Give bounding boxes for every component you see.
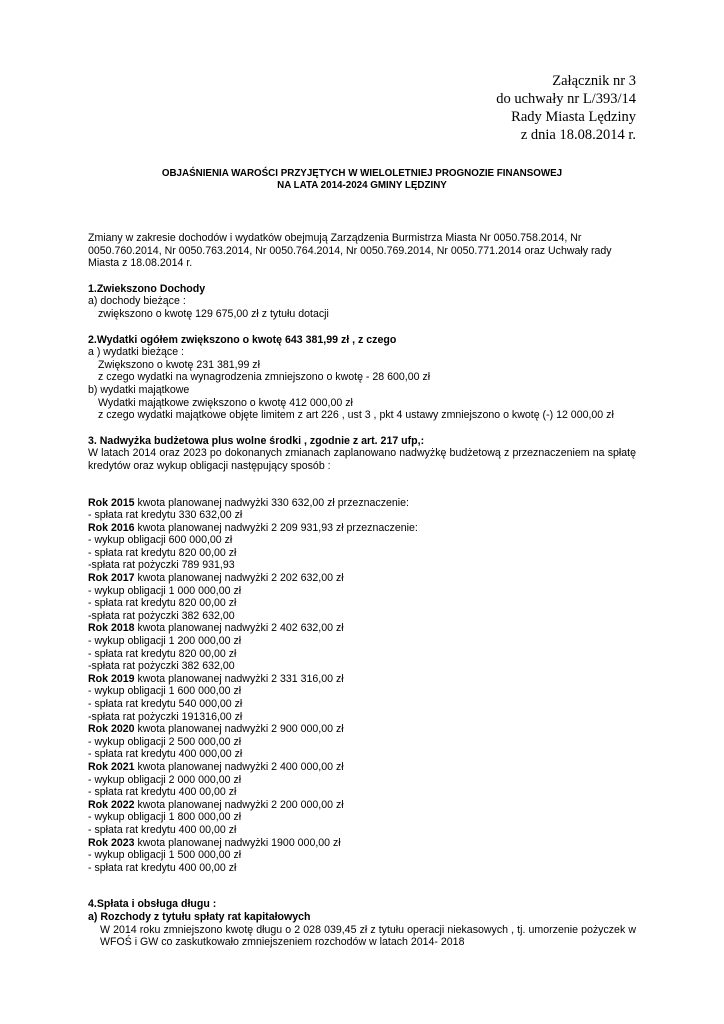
surplus-year-line [88,837,636,850]
section-2-item-b-detail-2: z czego wydatki majątkowe objęte limitem z art 226 , ust 3 , pkt 4 ustawy zmniejszono o kwotę (-) 12 000,00 zł [98,409,614,422]
title-line-1: OBJAŚNIENIA WAROŚCI PRZYJĘTYCH W WIELOLETNIEJ PROGNOZIE FINANSOWEJ [161,168,563,179]
section-2-item-a: a ) wydatki bieżące : [88,346,184,359]
section-expenditure [88,334,636,422]
surplus-year-label: Rok 2023 [88,836,135,849]
surplus-year-line [88,622,636,635]
surplus-allocation-item: - spłata rat kredytu 400 00,00 zł [88,861,237,874]
surplus-year-label: Rok 2022 [88,798,135,811]
surplus-year-line [88,723,636,736]
attachment-number: Załącznik nr 3 [552,73,636,89]
surplus-year-line [88,673,636,686]
section-debt [88,898,636,948]
document-title [88,168,636,192]
surplus-year-block [88,723,636,761]
surplus-allocation-item: - spłata rat kredytu 330 632,00 zł [88,509,243,522]
surplus-year-label: Rok 2015 [88,496,135,509]
surplus-allocation-item: - wykup obligacji 2 000 000,00 zł [88,773,242,786]
surplus-year-amount: kwota planowanej nadwyżki 2 900 000,00 zł [134,723,344,736]
section-1-item-a-detail: zwiększono o kwotę 129 675,00 zł z tytułu dotacji [98,307,329,320]
surplus-allocation-item: -spłata rat pożyczki 382 632,00 [88,609,235,622]
section-4-heading: 4.Spłata i obsługa długu : [88,898,217,911]
surplus-year-line [88,799,636,812]
surplus-allocation-item: - wykup obligacji 1 800 000,00 zł [88,811,242,824]
surplus-year-label: Rok 2016 [88,521,135,534]
intro-paragraph: Zmiany w zakresie dochodów i wydatków obejmują Zarządzenia Burmistrza Miasta Nr 0050.758.2014, Nr 0050.760.2014, Nr 0050.763.2014, Nr 0050.764.2014, Nr 0050.769.2014, Nr 0050.771.2014 oraz Uchwały rady Miasta z 18.08.2014 r. [88,232,612,270]
surplus-year-amount: kwota planowanej nadwyżki 2 202 632,00 zł [134,572,344,585]
surplus-year-block [88,837,636,875]
section-1-heading: 1.Zwiekszono Dochody [88,282,206,295]
section-2-item-a-detail-1: Zwiększono o kwotę 231 381,99 zł [98,358,260,371]
surplus-allocation-item: - wykup obligacji 1 600 000,00 zł [88,685,242,698]
section-2-item-a-detail-2: z czego wydatki na wynagrodzenia zmniejszono o kwotę - 28 600,00 zł [98,371,431,384]
surplus-year-label: Rok 2017 [88,572,135,585]
surplus-allocation-item: - spłata rat kredytu 820 00,00 zł [88,597,237,610]
surplus-allocation-item: - wykup obligacji 1 500 000,00 zł [88,849,242,862]
section-2-item-b-detail-1: Wydatki majątkowe zwiększono o kwotę 412 000,00 zł [98,396,353,409]
surplus-allocation-item: - wykup obligacji 600 000,00 zł [88,534,233,547]
section-3-heading: 3. Nadwyżka budżetowa plus wolne środki , zgodnie z art. 217 ufp,: [88,434,425,447]
surplus-year-block [88,799,636,837]
resolution-number: do uchwały nr L/393/14 [496,91,636,107]
section-4-paragraph: W 2014 roku zmniejszono kwotę długu o 2 028 039,45 zł z tytułu operacji niekasowych , tj. umorzenie pożyczek w WFOŚ i GW co zaskutkowało zmniejszeniem rozchodów w latach 2014- 2018 [100,923,636,949]
surplus-allocation-item: - spłata rat kredytu 400 00,00 zł [88,823,237,836]
surplus-year-amount: kwota planowanej nadwyżki 2 331 316,00 zł [134,672,344,685]
resolution-date: z dnia 18.08.2014 r. [520,127,636,143]
surplus-allocation-item: - spłata rat kredytu 400 000,00 zł [88,748,243,761]
document-body [88,232,636,949]
surplus-allocation-item: - spłata rat kredytu 820 00,00 zł [88,647,237,660]
section-4-sub-a: a) Rozchody z tytułu spłaty rat kapitałowych [88,910,311,923]
surplus-year-label: Rok 2018 [88,622,135,635]
surplus-year-block [88,497,636,522]
section-1-item-a: a) dochody bieżące : [88,295,186,308]
surplus-allocation-item: -spłata rat pożyczki 789 931,93 [88,559,235,572]
section-2-item-b: b) wydatki majątkowe [88,383,190,396]
surplus-year-amount: kwota planowanej nadwyżki 2 200 000,00 zł [134,798,344,811]
surplus-year-block [88,522,636,572]
surplus-year-label: Rok 2020 [88,723,135,736]
surplus-year-amount: kwota planowanej nadwyżki 1900 000,00 zł [134,836,341,849]
section-2-heading: 2.Wydatki ogółem zwiększono o kwotę 643 381,99 zł , z czego [88,333,397,346]
surplus-allocation-item: - spłata rat kredytu 540 000,00 zł [88,698,243,710]
surplus-year-line [88,572,636,585]
surplus-years-list [88,497,636,875]
section-revenue [88,283,636,321]
section-surplus [88,435,636,875]
section-3-paragraph: W latach 2014 oraz 2023 po dokonanych zmianach zaplanowano nadwyżkę budżetową z przeznaczeniem na spłatę kredytów oraz wykup obligacji następujący sposób : [88,447,636,472]
surplus-year-block [88,622,636,672]
surplus-allocation-item: - spłata rat kredytu 400 00,00 zł [88,786,237,799]
surplus-year-block [88,673,636,723]
surplus-allocation-item: - wykup obligacji 1 200 000,00 zł [88,635,242,648]
surplus-allocation-item: - spłata rat kredytu 820 00,00 zł [88,546,237,559]
surplus-year-line [88,522,636,535]
surplus-allocation-item: - wykup obligacji 1 000 000,00 zł [88,584,242,597]
surplus-year-label: Rok 2021 [88,760,135,773]
attachment-header [496,72,636,144]
surplus-year-line [88,761,636,774]
surplus-year-amount: kwota planowanej nadwyżki 2 400 000,00 zł [134,760,344,773]
surplus-year-amount: kwota planowanej nadwyżki 330 632,00 zł przeznaczenie: [134,496,409,509]
surplus-year-block [88,572,636,622]
surplus-allocation-item: -spłata rat pożyczki 382 632,00 [88,660,235,673]
surplus-allocation-item: - wykup obligacji 2 500 000,00 zł [88,735,242,748]
surplus-allocation-item: -spłata rat pożyczki 191316,00 zł [88,710,243,723]
surplus-year-block [88,761,636,799]
surplus-year-amount: kwota planowanej nadwyżki 2 209 931,93 zł przeznaczenie: [134,521,418,534]
surplus-year-amount: kwota planowanej nadwyżki 2 402 632,00 zł [134,622,344,635]
title-line-2: NA LATA 2014-2024 GMINY LĘDZINY [277,180,447,191]
council-name: Rady Miasta Lędziny [511,109,636,125]
surplus-year-label: Rok 2019 [88,672,135,685]
surplus-year-line [88,497,636,510]
